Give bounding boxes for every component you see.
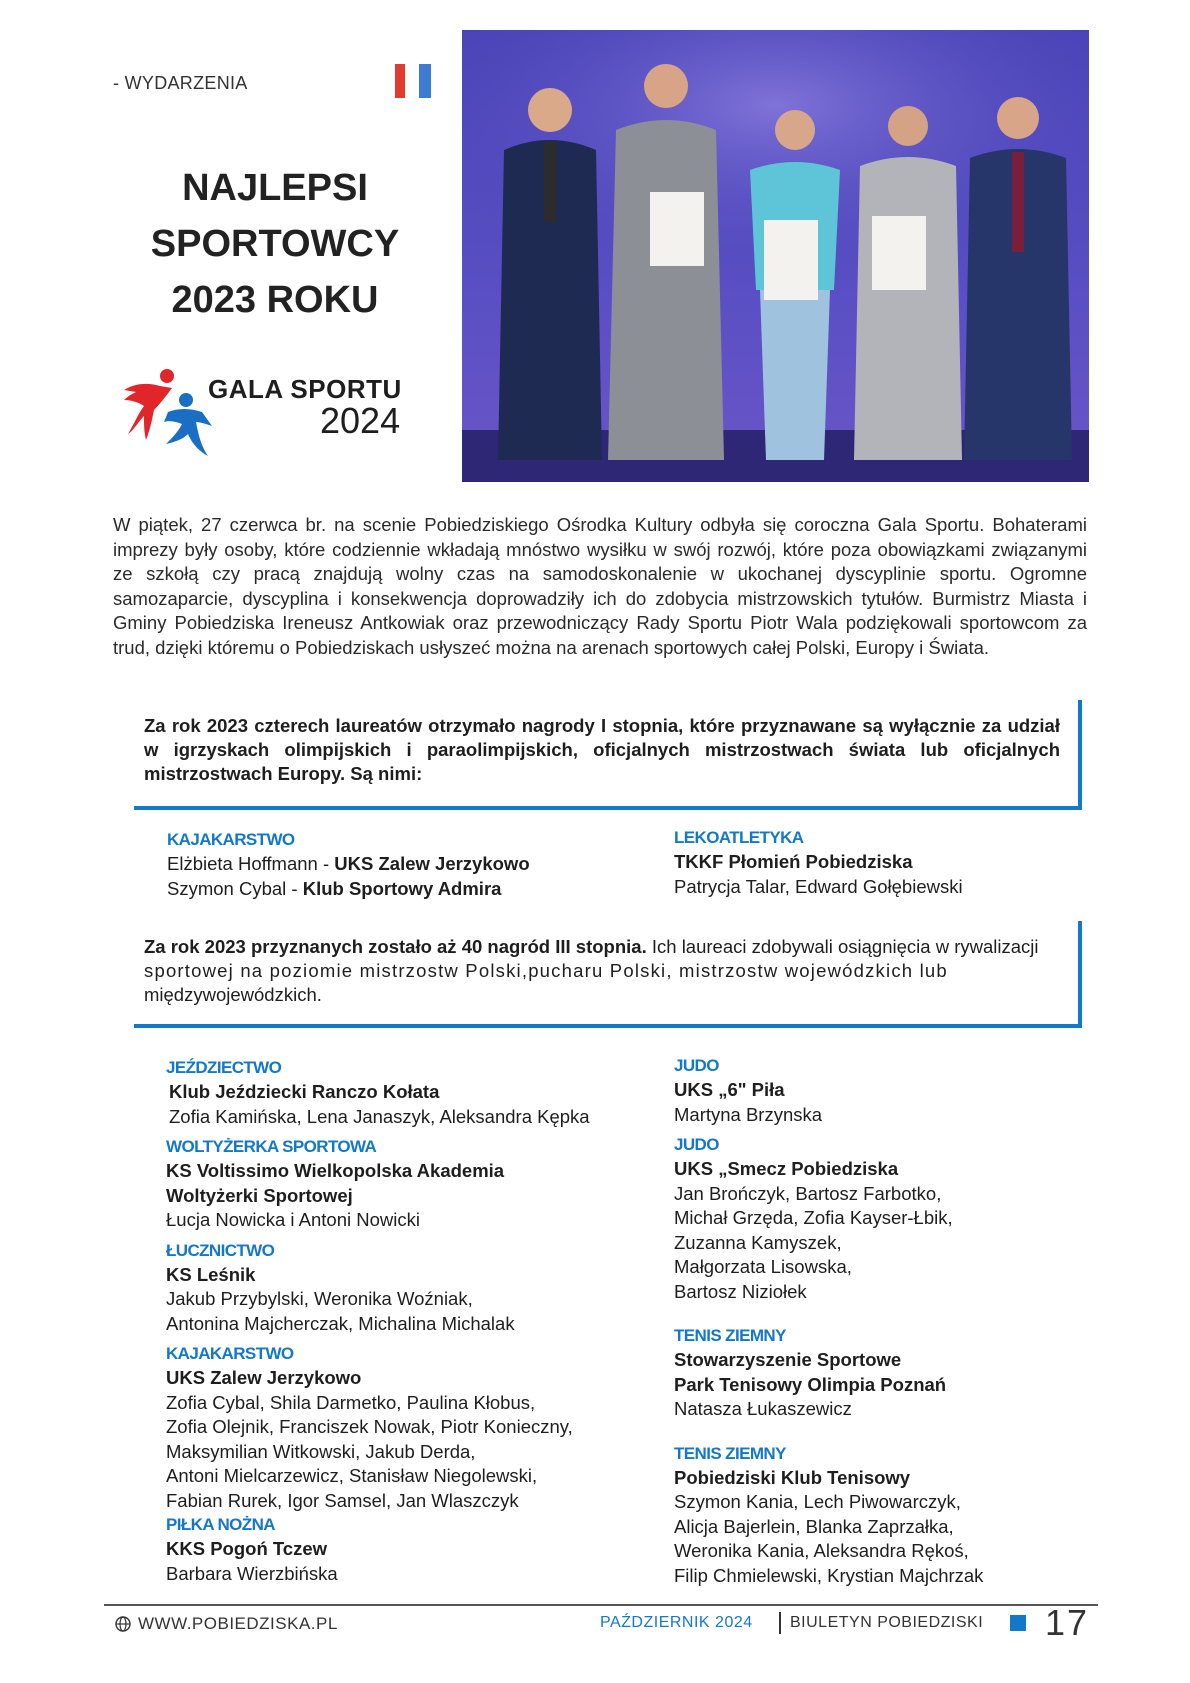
athletes: Barbara Wierzbińska [166,1562,338,1584]
laureate-name: Szymon Cybal - [167,877,303,899]
athletes: Antonina Majcherczak, Michalina Michalak [166,1312,515,1334]
category-label: ŁUCZNICTWO [166,1240,275,1260]
gala-title: GALA SPORTU [208,374,402,404]
club-name: UKS Zalew Jerzykowo [166,1367,362,1388]
laureate-club: Klub Sportowy Admira [302,877,502,899]
globe-icon [115,1616,131,1632]
club-name: UKS „6" Piła [674,1079,785,1100]
club-name: KKS Pogoń Tczew [166,1538,328,1559]
website-link[interactable]: WWW.POBIEDZISKA.PL [138,1614,338,1633]
category-label: KAJAKARSTWO [167,830,295,849]
athletes: Martyna Brzynska [674,1103,823,1125]
club-name: KS Voltissimo Wielkopolska Akademia [166,1160,505,1181]
laureate-club: UKS Zalew Jerzykowo [334,853,530,874]
club-name: Klub Jeździecki Ranczo Kołata [169,1081,440,1102]
club-name: Stowarzyszenie Sportowe [674,1349,902,1370]
athletes: Michał Grzęda, Zofia Kayser-Łbik, [674,1207,953,1228]
club-name: Pobiedziski Klub Tenisowy [674,1466,911,1488]
club-name: UKS „Smecz Pobiedziska [674,1158,899,1179]
athletes: Zofia Olejnik, Franciszek Nowak, Piotr Konieczny, [166,1416,573,1437]
athletes: Bartosz Niziołek [674,1280,807,1302]
category-label: TENIS ZIEMNY [674,1443,786,1463]
first-degree-box [134,700,1082,810]
athletes: Maksymilian Witkowski, Jakub Derda, [166,1440,476,1462]
category-label: KAJAKARSTWO [166,1344,294,1363]
first-degree-left [167,828,530,901]
section-tag: - WYDARZENIA [113,73,248,93]
laureate-names: Patrycja Talar, Edward Gołębiewski [674,875,963,897]
intro-paragraph: W piątek, 27 czerwca br. na scenie Pobiedziskiego Ośrodka Kultury odbyła się coroczna Gala Sportu. Bohaterami imprezy były osoby, które codziennie wkładają mnóstwo wysiłku w swój rozwój, które poza obowiązkami związanymi ze szkołą czy pracą znajdują wolny czas na samodoskonalenie w ukochanej dyscyplinie sportu. Ogromne samozaparcie, dyscyplina i konsekwencja doprowadziły ich do zdobycia mistrzowskich tytułów. Burmistrz Miasta i Gminy Pobiedziska Ireneusz Antkowiak oraz przewodniczący Rady Sportu Piotr Wala podziękowali sportowcom za trud, dzięki któremu o Pobiedziskach usłyszeć można na arenach sportowych całej Polski, Europy i Świata. [113,514,1087,658]
laureate-name: Elżbieta Hoffmann - [167,853,335,874]
category-label: TENIS ZIEMNY [674,1326,786,1345]
athletes: Szymon Kania, Lech Piwowarczyk, [674,1491,961,1512]
title-line: NAJLEPSI [182,167,368,209]
footer-separator [779,1612,781,1634]
third-degree-rest: sportowej na poziomie mistrzostw Polski,pucharu Polski, mistrzostw wojewódzkich lub [144,960,948,981]
athletes: Filip Chmielewski, Krystian Majchrzak [674,1564,984,1586]
athletes: Zofia Cybal, Shila Darmetko, Paulina Kłobus, [166,1391,536,1413]
title-line: SPORTOWCY [150,223,400,265]
athletes: Jakub Przybylski, Weronika Woźniak, [166,1288,473,1309]
laureate-row [167,877,530,902]
athletes: Antoni Mielcarzewicz, Stanisław Niegolewski, [166,1465,538,1486]
athletes: Zofia Kamińska, Lena Janaszyk, Aleksandra Kępka [169,1105,590,1127]
club-name: Park Tenisowy Olimpia Poznań [674,1373,947,1395]
laureate-club: TKKF Płomień Pobiedziska [674,851,913,872]
third-degree-rest: Ich laureaci zdobywali osiągnięcia w rywalizacji [646,936,1039,957]
athletes: Jan Brończyk, Bartosz Farbotko, [674,1182,942,1204]
category-label: JUDO [674,1135,719,1154]
category-label: WOLTYŻERKA SPORTOWA [166,1137,377,1156]
club-name: Woltyżerki Sportowej [166,1184,353,1206]
category-label: PIŁKA NOŻNA [166,1515,275,1534]
page-title [110,160,440,328]
athletes: Łucja Nowicka i Antoni Nowicki [166,1209,420,1230]
gala-year: 2024 [320,400,401,441]
third-degree-text [144,935,1060,1007]
title-line: 2023 ROKU [171,279,379,321]
issue-month: PAŹDZIERNIK 2024 [600,1614,753,1631]
category-label: LEKOATLETYKA [674,828,804,847]
footer-divider [104,1604,1098,1606]
athletes: Małgorzata Lisowska, [674,1256,852,1277]
club-name: KS Leśnik [166,1263,256,1285]
category-label: JUDO [674,1056,719,1075]
athletes: Weronika Kania, Aleksandra Rękoś, [674,1540,969,1561]
athletes: Zuzanna Kamyszek, [674,1231,842,1253]
third-degree-bold: Za rok 2023 przyznanych zostało aż 40 nagród III stopnia. [144,936,647,957]
third-degree-rest: międzywojewódzkich. [144,984,322,1005]
third-degree-left-column [166,1056,626,1586]
category-label: JEŹDZIECTWO [166,1058,282,1077]
first-degree-right [674,826,963,899]
third-degree-right-column [674,1054,1094,1588]
page-number: 17 [1045,1602,1090,1643]
third-degree-box [134,921,1082,1028]
first-degree-text: Za rok 2023 czterech laureatów otrzymało nagrody I stopnia, które przyznawane są wyłącznie za udział w igrzyskach olimpijskich i paraolimpijskich, oficjalnych mistrzostwach świata lub oficjalnych mistrzostwach Europy. Są nimi: [144,715,1060,784]
bulletin-name: BIULETYN POBIEDZISKI [790,1614,984,1631]
square-icon [1010,1615,1026,1631]
award-photo [462,30,1089,482]
flag-icon [395,64,431,98]
athletes: Natasza Łukaszewicz [674,1398,852,1419]
athletes: Fabian Rurek, Igor Samsel, Jan Wlaszczyk [166,1489,519,1511]
laureate-row [167,852,530,877]
athletes: Alicja Bajerlein, Blanka Zaprzałka, [674,1515,954,1537]
